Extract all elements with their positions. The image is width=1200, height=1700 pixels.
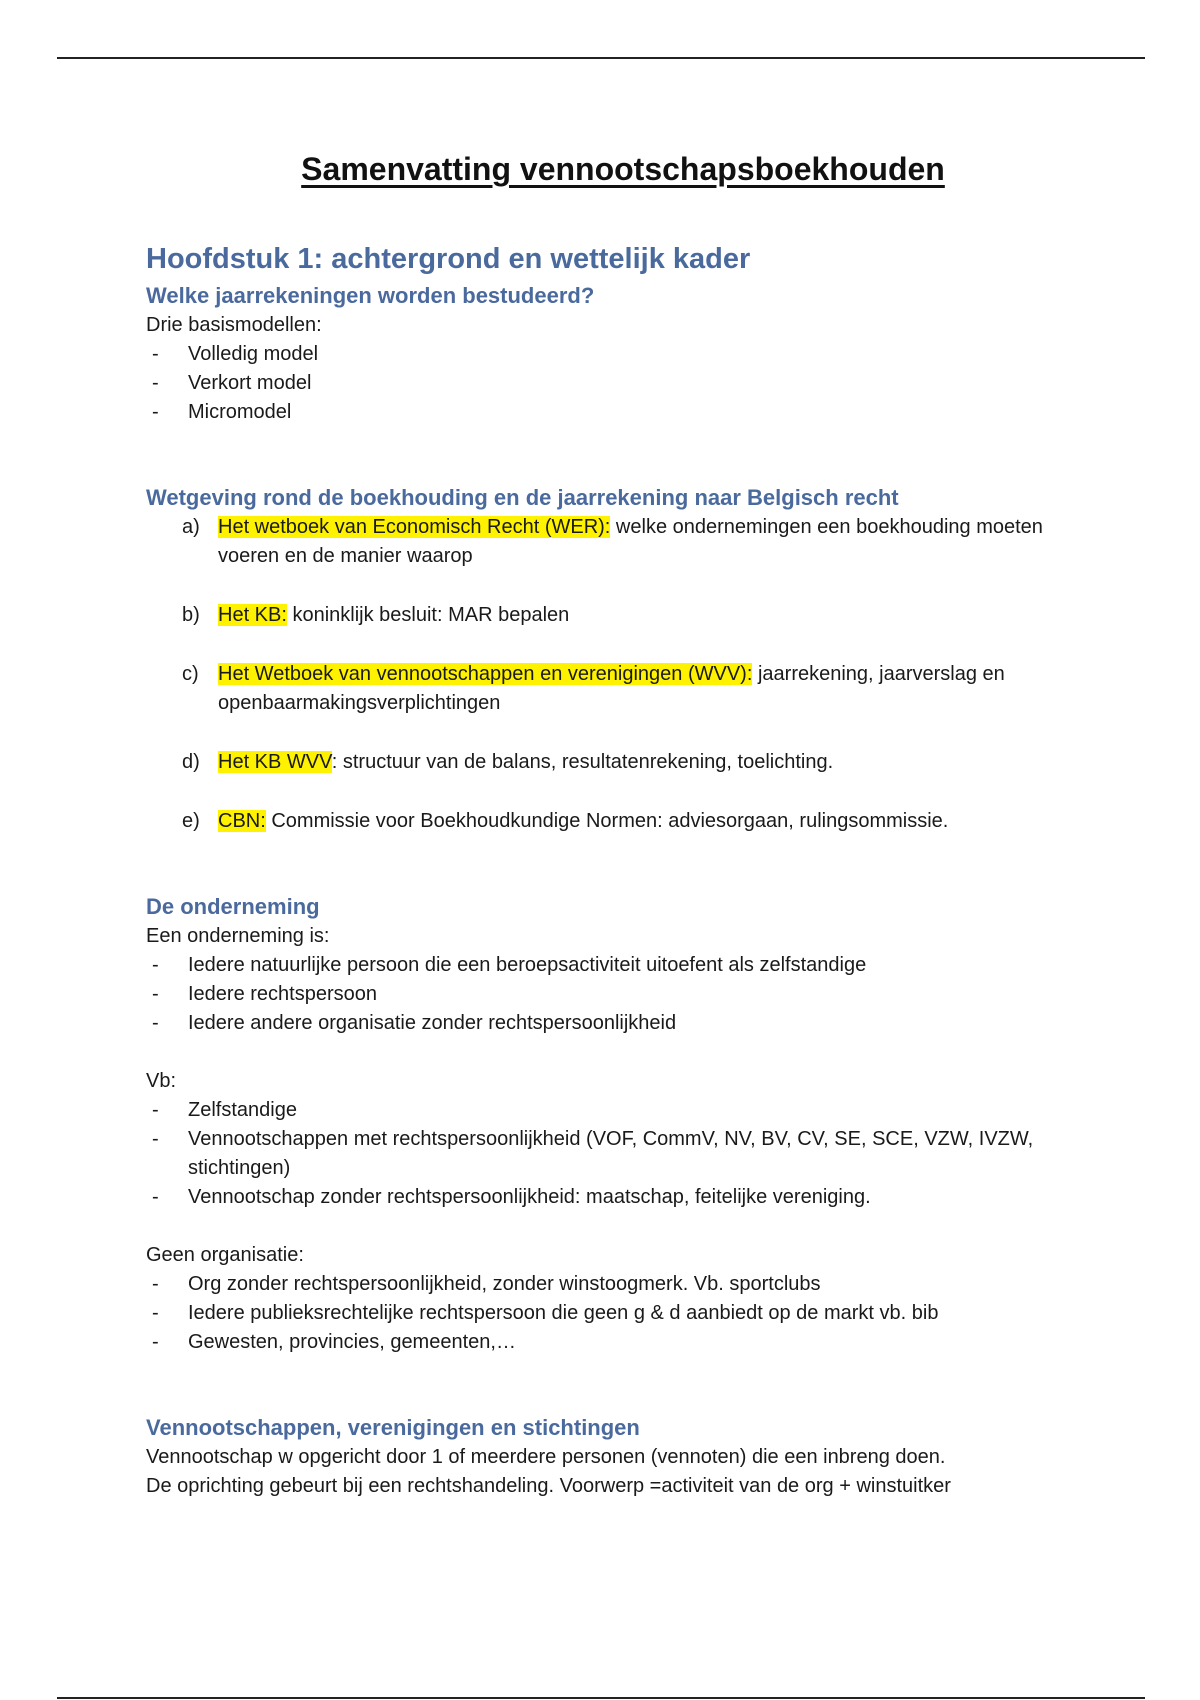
section-heading-wetgeving: Wetgeving rond de boekhouding en de jaarrekening naar Belgisch recht [146, 485, 899, 510]
list-item: - Verkort model [146, 369, 1076, 398]
list-item-text: jaarrekening, jaarverslag en openbaarmakingsverplichtingen [218, 663, 1005, 714]
paragraph-line: De oprichting gebeurt bij een rechtshandeling. Voorwerp =activiteit van de org + winstuitker [146, 1475, 951, 1497]
highlighted-term: Het wetboek van Economisch Recht (WER): [218, 516, 611, 538]
highlighted-term: Het KB WVV [218, 751, 332, 773]
list-item: - Gewesten, provincies, gemeenten,… [146, 1328, 1076, 1357]
onderneming-list [146, 951, 1076, 1038]
section-intro: Een onderneming is: [146, 925, 330, 947]
basismodellen-list [146, 340, 1076, 427]
geen-organisatie-list [146, 1270, 1076, 1357]
list-item: - Iedere rechtspersoon [146, 980, 1076, 1009]
section-heading-jaarrekeningen: Welke jaarrekeningen worden bestudeerd? [146, 283, 595, 308]
list-item: - Iedere andere organisatie zonder rechtspersoonlijkheid [146, 1009, 1076, 1038]
section-intro: Drie basismodellen: [146, 314, 322, 336]
wetgeving-list [146, 513, 1076, 836]
section-heading-vennootschappen: Vennootschappen, verenigingen en stichtingen [146, 1415, 640, 1440]
highlighted-term: CBN: [218, 810, 266, 832]
list-item [146, 601, 1076, 630]
list-marker: c) [182, 663, 199, 685]
list-item-text: welke ondernemingen een boekhouding moeten voeren en de manier waarop [218, 516, 1043, 567]
list-item: - Volledig model [146, 340, 1076, 369]
list-item [146, 513, 1076, 571]
list-item: - Iedere natuurlijke persoon die een beroepsactiviteit uitoefent als zelfstandige [146, 951, 1076, 980]
paragraph-line: Vennootschap w opgericht door 1 of meerdere personen (vennoten) die een inbreng doen. [146, 1446, 946, 1468]
list-marker: a) [182, 516, 200, 538]
highlighted-term: Het KB: [218, 604, 287, 626]
document-page [146, 140, 1076, 1501]
highlighted-term: Het Wetboek van vennootschappen en verenigingen (WVV): [218, 663, 753, 685]
list-marker: b) [182, 604, 200, 626]
section-heading-onderneming: De onderneming [146, 894, 320, 919]
geen-organisatie-label: Geen organisatie: [146, 1244, 304, 1266]
list-item [146, 748, 1076, 777]
vb-list [146, 1096, 1076, 1212]
list-marker: e) [182, 810, 200, 832]
list-item [146, 807, 1076, 836]
vb-label: Vb: [146, 1070, 177, 1092]
list-item: - Org zonder rechtspersoonlijkheid, zonder winstoogmerk. Vb. sportclubs [146, 1270, 1076, 1299]
list-item: - Iedere publieksrechtelijke rechtspersoon die geen g & d aanbiedt op de markt vb. bib [146, 1299, 1076, 1328]
page-bottom-rule [57, 1697, 1145, 1699]
page-top-rule [57, 57, 1145, 59]
document-title: Samenvatting vennootschapsboekhouden [301, 151, 945, 187]
list-item: - Micromodel [146, 398, 1076, 427]
list-item: - Vennootschap zonder rechtspersoonlijkheid: maatschap, feitelijke vereniging. [146, 1183, 1076, 1212]
list-item: - Vennootschappen met rechtspersoonlijkheid (VOF, CommV, NV, BV, CV, SE, SCE, VZW, IVZW, stichtingen) [146, 1125, 1076, 1183]
list-item-text: : structuur van de balans, resultatenrekening, toelichting. [331, 751, 834, 773]
list-marker: d) [182, 751, 200, 773]
chapter-heading: Hoofdstuk 1: achtergrond en wettelijk kader [146, 243, 751, 275]
list-item-text: koninklijk besluit: MAR bepalen [286, 604, 570, 626]
list-item [146, 660, 1076, 718]
list-item: - Zelfstandige [146, 1096, 1076, 1125]
list-item-text: Commissie voor Boekhoudkundige Normen: adviesorgaan, rulingsommissie. [265, 810, 949, 832]
